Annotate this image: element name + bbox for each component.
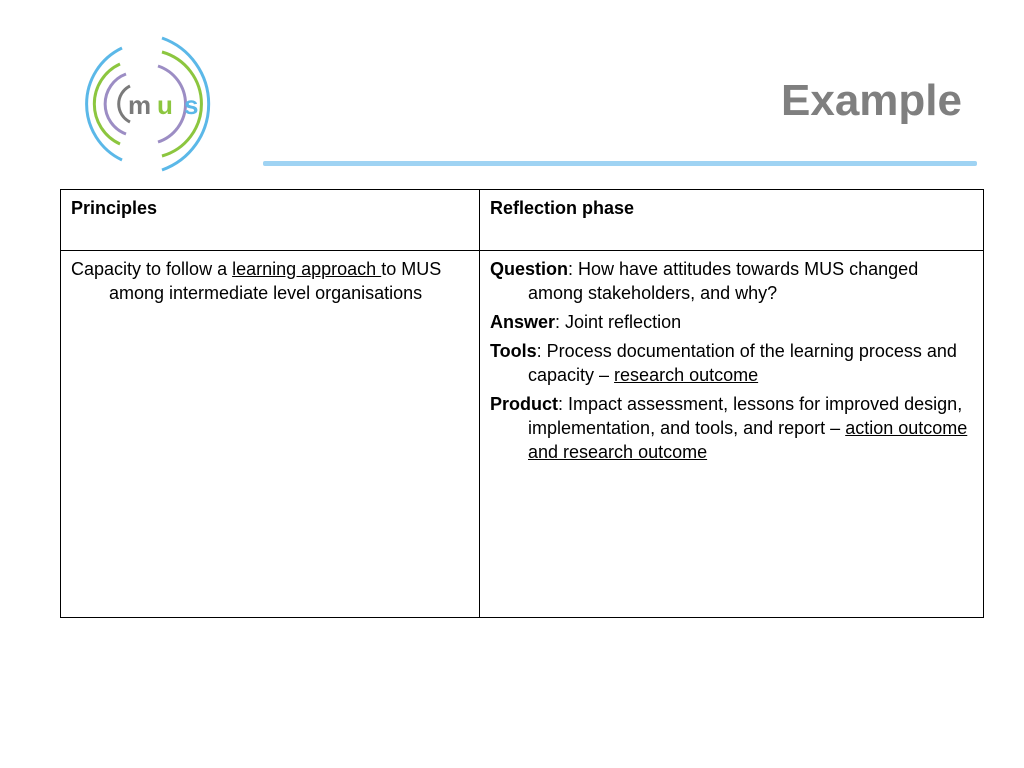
header-principles: Principles <box>61 190 480 251</box>
page-title: Example <box>781 76 962 125</box>
header-reflection-phase: Reflection phase <box>480 190 984 251</box>
principle-text <box>71 257 469 305</box>
learning-approach-link[interactable]: learning approach <box>232 259 382 279</box>
mus-logo <box>70 34 230 174</box>
title-underline-rule <box>263 161 977 166</box>
reflection-cell <box>480 251 984 618</box>
question-item <box>490 257 973 305</box>
research-outcome-link[interactable]: research outcome <box>614 365 759 385</box>
logo-arc-left-green <box>94 64 120 144</box>
table-row <box>61 251 984 618</box>
principles-table <box>60 189 984 618</box>
logo-arc-left-purple <box>105 74 126 134</box>
tools-item <box>490 339 973 387</box>
answer-item <box>490 310 973 334</box>
principles-cell <box>61 251 480 618</box>
product-item <box>490 392 973 464</box>
principle-prefix: Capacity to follow a <box>71 259 233 279</box>
product-text: : Impact assessment, lessons for improved design, implementation, and tools, and report – <box>528 394 963 438</box>
principle-suffix: to MUS among intermediate level organisations <box>109 259 442 303</box>
tools-text: : Process documentation of the learning process and capacity – <box>528 341 957 385</box>
question-label: Question <box>490 259 569 279</box>
tools-label: Tools <box>490 341 537 361</box>
question-text: : How have attitudes towards MUS changed among stakeholders, and why? <box>528 259 919 303</box>
product-label: Product <box>490 394 559 414</box>
answer-text: : Joint reflection <box>555 312 682 332</box>
logo-letter-u: u <box>157 90 173 120</box>
action-research-outcome-link[interactable]: action outcome and research outcome <box>528 418 968 462</box>
logo-letter-m: m <box>128 90 152 120</box>
table-header-row <box>61 190 984 251</box>
logo-letter-s: s <box>184 90 199 120</box>
answer-label: Answer <box>490 312 556 332</box>
